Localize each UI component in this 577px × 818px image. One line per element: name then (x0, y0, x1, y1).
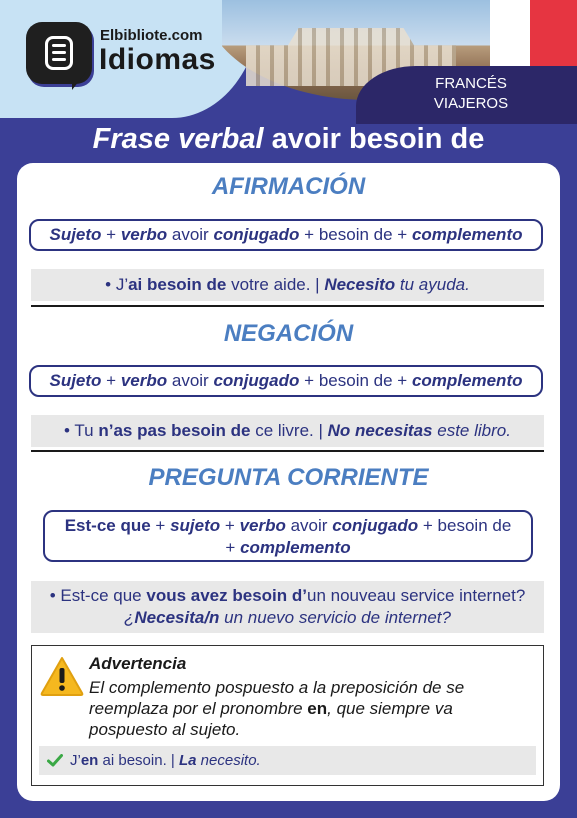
afirmacion-example: • J’ai besoin de votre aide. | Necesito tu ayuda. (31, 269, 544, 301)
page-title (0, 123, 577, 156)
warning-title: Advertencia (89, 654, 187, 673)
warning-triangle-icon (40, 656, 84, 696)
header (0, 0, 577, 125)
page-title-rest: avoir besoin de (271, 123, 485, 155)
warning-box (31, 645, 544, 786)
afirmacion-formula: Sujeto + verbo avoir conjugado + besoin de + complemento (29, 219, 543, 251)
warning-body: El complemento pospuesto a la preposición de se reemplaza por el pronombre en, que siempre va pospuesto al sujeto. (89, 678, 465, 739)
negacion-heading: NEGACIÓN (223, 320, 354, 347)
warning-example: J’en ai besoin. | La necesito. (39, 746, 536, 775)
brand-site: Elbibliote.com (100, 27, 203, 44)
level-line-2: VIAJEROS (433, 95, 509, 112)
negacion-example: • Tu n’as pas besoin de ce livre. | No necesitas este libro. (31, 415, 544, 447)
negacion-formula: Sujeto + verbo avoir conjugado + besoin de + complemento (29, 365, 543, 397)
pregunta-heading: PREGUNTA CORRIENTE (148, 464, 429, 491)
divider (31, 305, 544, 307)
brand-name: Idiomas (99, 43, 216, 76)
level-line-1: FRANCÉS (435, 75, 507, 92)
check-icon (47, 754, 63, 767)
divider (31, 450, 544, 452)
speech-bubble-book-icon (26, 22, 92, 84)
pregunta-example: • Est-ce que vous avez besoin d’un nouveau service internet? ¿Necesita/n un nuevo servicio de internet? (31, 581, 544, 633)
page-title-italic: Frase verbal (92, 123, 264, 155)
pregunta-formula: Est-ce que + sujeto + verbo avoir conjugado + besoin de + complemento (43, 510, 533, 562)
afirmacion-heading: AFIRMACIÓN (211, 173, 366, 200)
level-label (411, 74, 531, 114)
